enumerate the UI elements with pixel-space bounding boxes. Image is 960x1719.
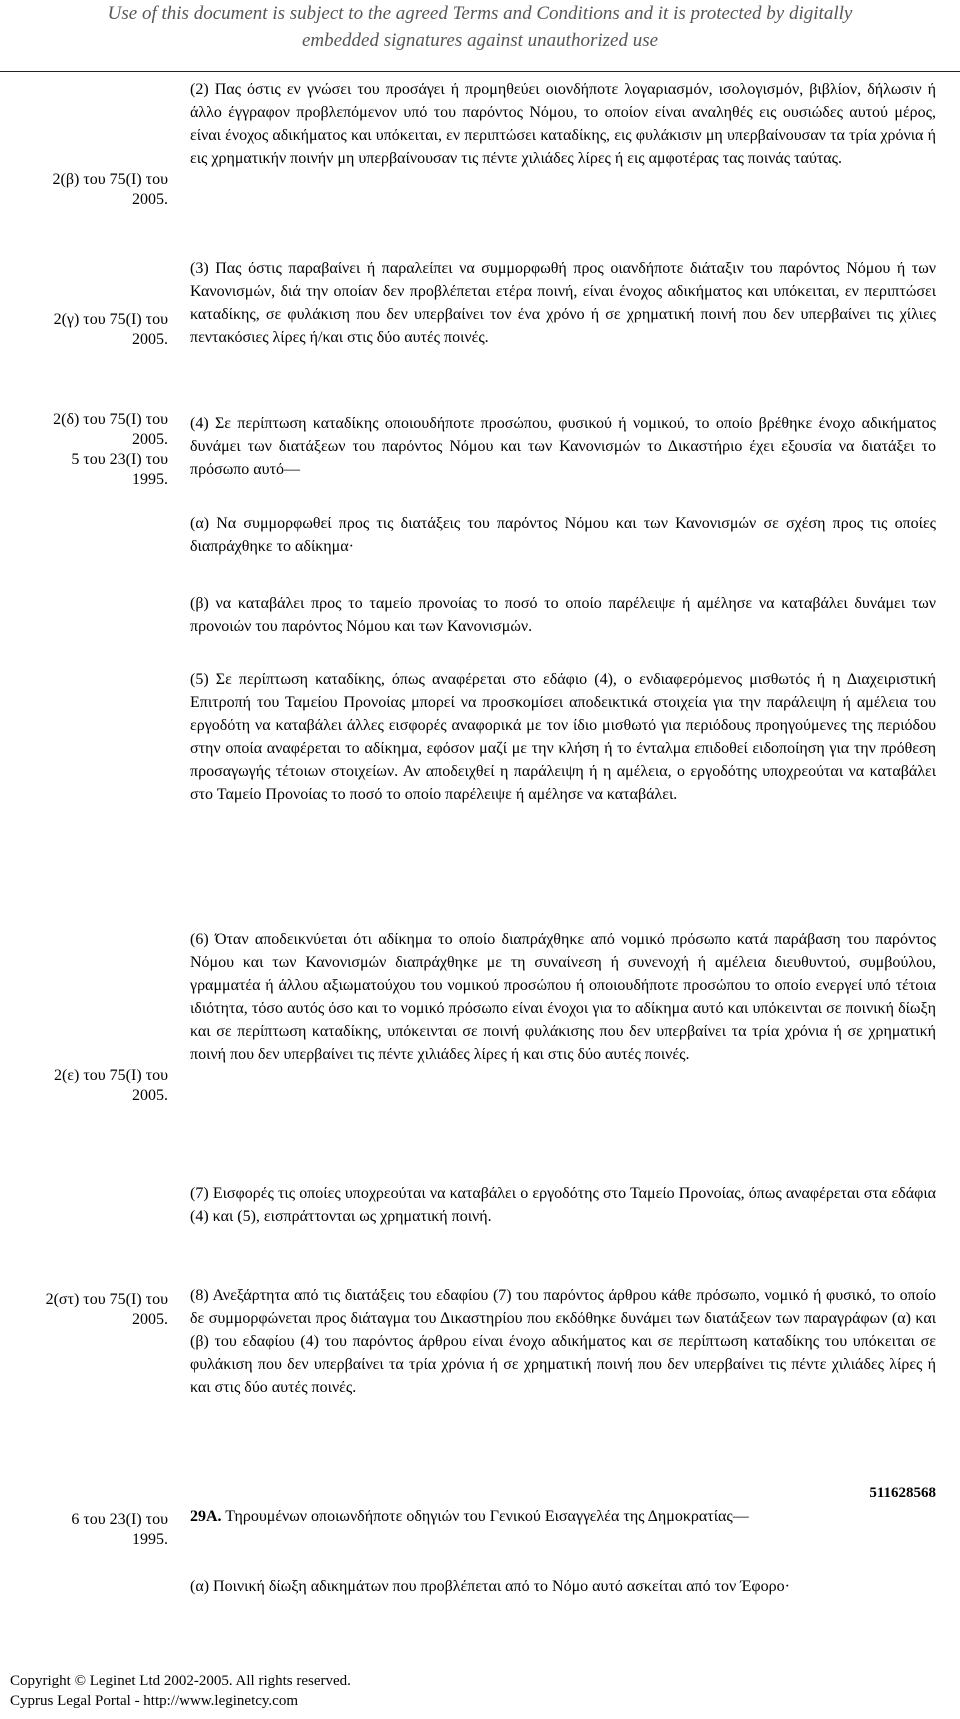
header-divider [0, 71, 960, 72]
margin-note-line: 2(στ) του 75(Ι) του [45, 1291, 168, 1308]
margin-note-line: 2(δ) του 75(Ι) του [53, 411, 168, 428]
margin-note-2b [0, 170, 168, 210]
margin-note-line: 2005. [132, 191, 168, 208]
section-heading-text: Τηρουμένων οποιωνδήποτε οδηγιών του Γενικού Εισαγγελέα της Δημοκρατίας— [225, 1508, 749, 1525]
margin-note-2d [0, 410, 168, 490]
portal-link[interactable]: Cyprus Legal Portal - http://www.leginetcy.com [10, 1693, 298, 1709]
paragraph-6: (6) Όταν αποδεικνύεται ότι αδίκημα το οποίο διαπράχθηκε από νομικό πρόσωπο κατά παράβαση του παρόντος Νόμου και των Κανονισμών διαπράχθηκε με τη συναίνεση ή συνενοχή ή αμέλεια διευθυντού, συμβούλου, γραμματέα ή άλλου αξιωματούχου του νομικού προσώπου ή οποιουδήποτε προσώπου το οποίο ενεργεί υπό τέτοια ιδιότητα, τόσο αυτός όσο και το νομικό πρόσωπο είναι ένοχοι για το αδίκημα αυτό και υπόκεινται σε ποινική δίωξη και σε περίπτωση καταδίκης, υπόκεινται σε ποινή φυλάκισης που δεν υπερβαίνει τα τρία χρόνια ή σε χρηματική ποινή που δεν υπερβαίνει τις πέντε χιλιάδες λίρες ή και στις δύο αυτές ποινές. [190, 931, 936, 1063]
margin-note-line: 2(β) του 75(Ι) του [52, 171, 168, 188]
notice-line-2: embedded signatures against unauthorized use [301, 30, 659, 51]
paragraph-2: (2) Πας όστις εν γνώσει του προσάγει ή προμηθεύει οιονδήποτε λογαριασμόν, ισολογισμόν, βιβλίον, δήλωσιν ή άλλο έγγραφον προβλεπόμενον υπό του παρόντος Νόμου, το οποίον είναι αναληθές εις ουσιώδες αυτού μέρος, είναι ένοχος αδικήματος και υπόκειται, εν περιπτώσει καταδίκης, εις φυλάκισιν μη υπερβαίνουσαν τα τρία χρόνια ή εις χρηματικήν ποινήν μη υπερβαίνουσαν τις πέντε χιλιάδες λίρες ή εις αμφοτέρας τας ποινάς ταύτας. [190, 81, 936, 167]
margin-note-2g [0, 310, 168, 350]
margin-note-line: 2005. [132, 1311, 168, 1328]
footer [10, 1671, 610, 1711]
margin-note-line: 2005. [132, 1087, 168, 1104]
paragraph-4a: (α) Να συμμορφωθεί προς τις διατάξεις του παρόντος Νόμου και των Κανονισμών σε σχέση προς τις οποίες διαπράχθηκε το αδίκημα· [190, 515, 936, 555]
margin-note-line: 1995. [132, 1531, 168, 1548]
margin-note-line: 2005. [132, 431, 168, 448]
margin-note-6 [0, 1510, 168, 1550]
margin-note-line: 2005. [132, 331, 168, 348]
margin-note-line: 1995. [132, 471, 168, 488]
section-29a-heading [190, 1505, 936, 1528]
notice-line-1: Use of this document is subject to the agreed Terms and Conditions and it is protected by digitally [107, 3, 853, 24]
document-notice-header [0, 0, 960, 58]
margin-note-line: 5 του 23(Ι) του [71, 451, 168, 468]
paragraph-4b: (β) να καταβάλει προς το ταμείο προνοίας το ποσό το οποίο παρέλειψε ή αμέλησε να καταβάλει δυνάμει των προνοιών του παρόντος Νόμου και των Κανονισμών. [190, 595, 936, 635]
paragraph-5: (5) Σε περίπτωση καταδίκης, όπως αναφέρεται στο εδάφιο (4), ο ενδιαφερόμενος μισθωτός ή η Διαχειριστική Επιτροπή του Ταμείου Προνοίας μπορεί να προσκομίσει αποδεικτικά στοιχεία για την παράλειψη ή αμέλεια του εργοδότη να καταβάλει άλλες εισφορές αναφορικά με τον ίδιο μισθωτό για περιόδους προηγούμενες της περιόδου στην οποία αναφέρεται το αδίκημα, εφόσον μαζί με την κλήση ή το ένταλμα επιδοθεί ειδοποίηση για την πρόθεση προσαγωγής τέτοιων στοιχείων. Αν αποδειχθεί η παράλειψη ή η αμέλεια, ο εργοδότης υποχρεούται να καταβάλει στο Ταμείο Προνοίας το ποσό το οποίο παρέλειψε ή αμέλησε να καταβάλει. [190, 671, 936, 803]
margin-note-line: 2(γ) του 75(Ι) του [53, 311, 168, 328]
paragraph-7: (7) Εισφορές τις οποίες υποχρεούται να καταβάλει ο εργοδότης στο Ταμείο Προνοίας, όπως αναφέρεται στα εδάφια (4) και (5), εισπράττονται ως χρηματική ποινή. [190, 1185, 936, 1225]
margin-note-line: 6 του 23(Ι) του [71, 1511, 168, 1528]
document-number: 511628568 [869, 1485, 936, 1501]
paragraph-4: (4) Σε περίπτωση καταδίκης οποιουδήποτε προσώπου, φυσικού ή νομικού, το οποίο βρέθηκε ένοχο αδικήματος δυνάμει των διατάξεων του παρόντος Νόμου και των Κανονισμών το Δικαστήριο έχει εξουσία να διατάξει το πρόσωπο αυτό— [190, 415, 936, 478]
copyright-text: Copyright © Leginet Ltd 2002-2005. All rights reserved. [10, 1673, 351, 1689]
section-29a-item-a: (α) Ποινική δίωξη αδικημάτων που προβλέπεται από το Νόμο αυτό ασκείται από τον Έφορο· [190, 1578, 790, 1595]
margin-note-line: 2(ε) του 75(Ι) του [53, 1067, 168, 1084]
margin-note-2e [0, 1066, 168, 1106]
paragraph-3: (3) Πας όστις παραβαίνει ή παραλείπει να συμμορφωθή προς οιανδήποτε διάταξιν του παρόντος Νόμου ή των Κανονισμών, διά την οποίαν δεν προβλέπεται ετέρα ποινή, είναι ένοχος αδικήματος και υπόκειται, εν περιπτώσει καταδίκης, σε φυλάκιση που δεν υπερβαίνει τον ένα χρόνο ή σε χρηματική ποινή που δεν υπερβαίνει τις χίλιες πεντακόσιες λίρες ή/και στις δύο αυτές ποινές. [190, 260, 936, 346]
section-number: 29Α. [190, 1508, 222, 1525]
paragraph-8: (8) Ανεξάρτητα από τις διατάξεις του εδαφίου (7) του παρόντος άρθρου κάθε πρόσωπο, νομικό ή φυσικό, το οποίο δε συμμορφώνεται προς διάταγμα του Δικαστηρίου που εκδόθηκε δυνάμει των διατάξεων των παραγράφων (α) και (β) του εδαφίου (4) του παρόντος άρθρου είναι ένοχο αδικήματος και σε περίπτωση καταδίκης του υπόκειται σε φυλάκιση που δεν υπερβαίνει τα τρία χρόνια ή σε χρηματική ποινή που δεν υπερβαίνει τις πέντε χιλιάδες λίρες ή και στις δύο αυτές ποινές. [190, 1287, 936, 1396]
margin-note-2st [0, 1290, 168, 1330]
